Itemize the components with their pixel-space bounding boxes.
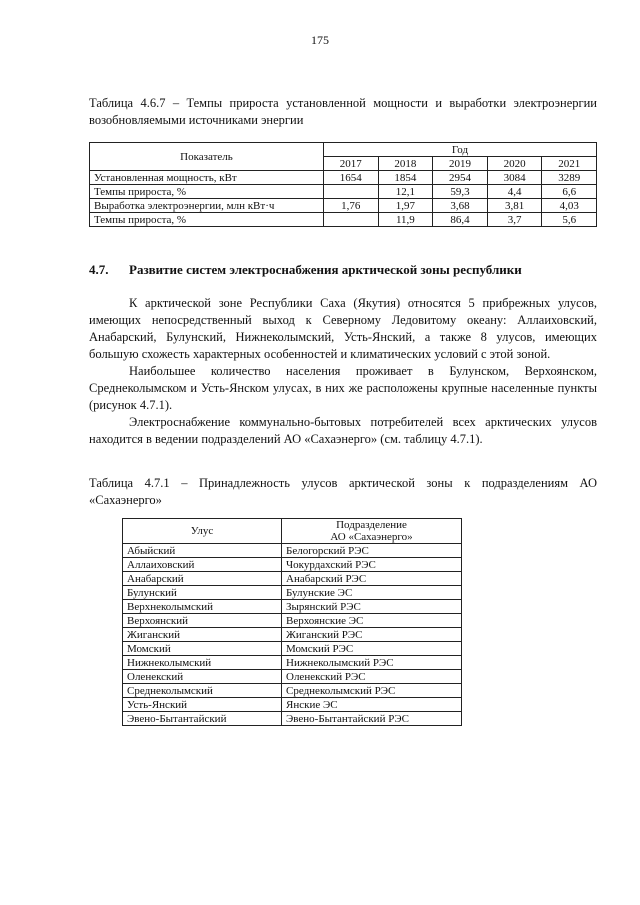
table-row (90, 185, 597, 199)
section-heading (89, 262, 609, 278)
paragraph: Наибольшее количество населения проживает в Булунском, Верхоянском, Среднеколымском и Усть-Янском улусах, в них же расположены крупные населенные пункты (рисунок 4.7.1). (89, 364, 597, 412)
year-header: 2017 (324, 157, 379, 171)
cell-value: 2954 (433, 171, 488, 185)
header-division-line1: Подразделение (336, 519, 407, 531)
cell-value: 5,6 (542, 213, 597, 227)
ulus-cell: Анабарский (123, 572, 282, 586)
ulus-cell: Жиганский (123, 628, 282, 642)
division-cell: Момский РЭС (282, 642, 462, 656)
cell-value: 6,6 (542, 185, 597, 199)
division-cell: Верхоянские ЭС (282, 614, 462, 628)
table-row (123, 712, 462, 726)
division-cell: Эвено-Бытантайский РЭС (282, 712, 462, 726)
header-ulus: Улус (123, 519, 282, 544)
ulus-cell: Верхоянский (123, 614, 282, 628)
ulus-division-table (122, 518, 462, 726)
section-body (89, 295, 597, 448)
year-header: 2021 (542, 157, 597, 171)
ulus-cell: Усть-Янский (123, 698, 282, 712)
table-row (123, 656, 462, 670)
division-cell: Янские ЭС (282, 698, 462, 712)
ulus-cell: Верхнеколымский (123, 600, 282, 614)
cell-value: 86,4 (433, 213, 488, 227)
table-row (123, 558, 462, 572)
table-row (123, 670, 462, 684)
renewable-energy-growth-table (89, 142, 597, 227)
cell-value: 3,68 (433, 199, 488, 213)
year-header: 2019 (433, 157, 488, 171)
cell-value: 1,76 (324, 199, 379, 213)
header-division (282, 519, 462, 544)
ulus-cell: Среднеколымский (123, 684, 282, 698)
division-cell: Зырянский РЭС (282, 600, 462, 614)
division-cell: Среднеколымский РЭС (282, 684, 462, 698)
division-cell: Чокурдахский РЭС (282, 558, 462, 572)
table-row (123, 698, 462, 712)
table-row (90, 213, 597, 227)
cell-value: 4,4 (487, 185, 542, 199)
row-label: Темпы прироста, % (90, 213, 324, 227)
cell-value: 3,7 (487, 213, 542, 227)
table-row (123, 628, 462, 642)
cell-value: 1,97 (378, 199, 433, 213)
table-caption-4-7-1: Таблица 4.7.1 – Принадлежность улусов арктической зоны к подразделениям АО «Сахаэнерго» (89, 476, 597, 507)
cell-value: 3289 (542, 171, 597, 185)
row-label: Установленная мощность, кВт (90, 171, 324, 185)
ulus-cell: Эвено-Бытантайский (123, 712, 282, 726)
cell-value (324, 185, 379, 199)
cell-value: 3,81 (487, 199, 542, 213)
division-cell: Жиганский РЭС (282, 628, 462, 642)
paragraph: К арктической зоне Республики Саха (Якутия) относятся 5 прибрежных улусов, имеющих непосредственный выход к Северному Ледовитому океану: Аллаиховский, Анабарский, Булунский, Нижнеколымский, Усть-Янский, а также 8 улусов, имеющих большую схожесть характерных особенностей и климатических условий с этой зоной. (89, 296, 597, 361)
table-row (123, 614, 462, 628)
year-header: 2018 (378, 157, 433, 171)
ulus-cell: Абыйский (123, 544, 282, 558)
paragraph: Электроснабжение коммунально-бытовых потребителей всех арктических улусов находится в ведении подразделений АО «Сахаэнерго» (см. таблицу 4.7.1). (89, 415, 597, 446)
cell-value: 12,1 (378, 185, 433, 199)
ulus-cell: Аллаиховский (123, 558, 282, 572)
division-cell: Анабарский РЭС (282, 572, 462, 586)
cell-value: 1654 (324, 171, 379, 185)
ulus-cell: Булунский (123, 586, 282, 600)
cell-value: 4,03 (542, 199, 597, 213)
table-row (90, 199, 597, 213)
cell-value: 59,3 (433, 185, 488, 199)
table-caption-4-6-7: Таблица 4.6.7 – Темпы прироста установленной мощности и выработки электроэнергии возобновляемыми источниками энергии (89, 96, 597, 127)
table-row (123, 642, 462, 656)
division-cell: Булунские ЭС (282, 586, 462, 600)
year-header: 2020 (487, 157, 542, 171)
division-cell: Нижнеколымский РЭС (282, 656, 462, 670)
row-label: Выработка электроэнергии, млн кВт·ч (90, 199, 324, 213)
cell-value: 3084 (487, 171, 542, 185)
ulus-cell: Момский (123, 642, 282, 656)
table-row (90, 171, 597, 185)
table-row (123, 600, 462, 614)
division-cell: Белогорский РЭС (282, 544, 462, 558)
table-row (123, 572, 462, 586)
table-row (123, 544, 462, 558)
page-number: 175 (311, 33, 329, 47)
header-division-line2: АО «Сахаэнерго» (330, 531, 413, 543)
table-row (123, 684, 462, 698)
table-row (123, 586, 462, 600)
header-year: Год (324, 143, 597, 157)
ulus-cell: Оленекский (123, 670, 282, 684)
cell-value (324, 213, 379, 227)
section-title: Развитие систем электроснабжения арктической зоны республики (129, 262, 522, 277)
ulus-cell: Нижнеколымский (123, 656, 282, 670)
row-label: Темпы прироста, % (90, 185, 324, 199)
header-indicator: Показатель (90, 143, 324, 171)
division-cell: Оленекский РЭС (282, 670, 462, 684)
cell-value: 11,9 (378, 213, 433, 227)
cell-value: 1854 (378, 171, 433, 185)
section-number: 4.7. (89, 262, 109, 277)
